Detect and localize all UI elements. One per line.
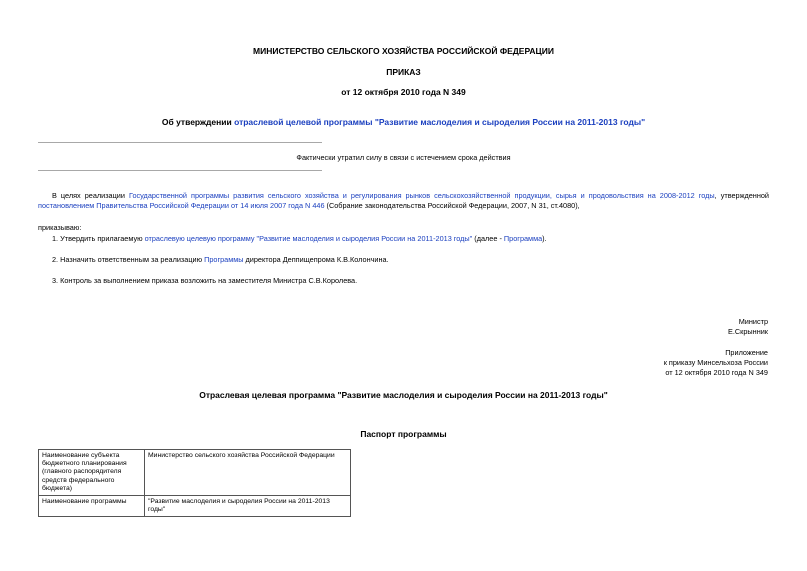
doc-type-heading: ПРИКАЗ [386,67,421,77]
doc-title-prefix: Об утверждении [161,117,235,127]
program-title-link[interactable]: отраслевой целевой программы "Развитие маслоделия и сыроделия России на 2011-2013 годы" [234,117,646,127]
item2-program-link[interactable]: Программы [204,255,244,264]
appendix-date-ref: от 12 октября 2010 года N 349 [665,368,768,377]
item1-program-link[interactable]: отраслевую целевую программу "Развитие маслоделия и сыроделия России на 2011-2013 годы" [144,234,473,243]
state-program-link[interactable]: Государственной программы развития сельского хозяйства и регулирования рынков сельскохозяйственной продукции, сырья и продовольствия на 2008-2012 годы [128,191,715,200]
item2-text-a: 2. Назначить ответственным за реализацию [52,255,205,264]
preamble-text-1: В целях реализации [52,191,129,200]
signature-position: Министр [738,317,768,326]
ministry-heading: МИНИСТЕРСТВО СЕЛЬСКОГО ХОЗЯЙСТВА РОССИЙСКОЙ ФЕДЕРАЦИИ [253,46,554,56]
order-item-2 [38,255,769,265]
item1-text-a: 1. Утвердить прилагаемую [52,234,145,243]
government-decree-link[interactable]: постановлением Правительства Российской Федерации от 14 июля 2007 года N 446 [38,201,325,210]
signature-name: Е.Скрынник [728,327,768,336]
item1-program-short-link[interactable]: Программа [503,234,543,243]
passport-value-cell: Министерство сельского хозяйства Российской Федерации [145,450,351,496]
order-item-3: 3. Контроль за выполнением приказа возложить на заместителя Министра С.В.Королева. [52,276,358,285]
passport-title: Паспорт программы [360,429,447,439]
order-item-1 [38,234,769,244]
item1-text-c: ). [542,234,547,243]
doc-title [0,117,807,127]
preamble-text-2: , утвержденной [714,191,769,200]
passport-value-cell: "Развитие маслоделия и сыроделия России на 2011-2013 годы" [145,496,351,517]
preamble-paragraph [38,191,769,211]
doc-date-number: от 12 октября 2010 года N 349 [341,87,466,97]
item2-text-b: директора Деппищепрома К.В.Колончина. [243,255,389,264]
passport-key-cell: Наименование субъекта бюджетного планирования (главного распорядителя средств федерального бюджета) [39,450,145,496]
passport-table [38,449,351,517]
passport-key-cell: Наименование программы [39,496,145,517]
table-row [39,496,351,517]
table-row [39,450,351,496]
item1-text-b: (далее - [472,234,504,243]
appendix-label: Приложение [725,348,768,357]
divider-bottom [38,170,322,171]
appendix-order-ref: к приказу Минсельхоза России [663,358,768,367]
status-note: Фактически утратил силу в связи с истечением срока действия [296,153,511,162]
order-word: приказываю: [38,223,82,232]
divider-top [38,142,322,143]
program-title: Отраслевая целевая программа "Развитие маслоделия и сыроделия России на 2011-2013 годы" [199,390,608,400]
preamble-text-3: (Собрание законодательства Российской Федерации, 2007, N 31, ст.4080), [324,201,580,210]
